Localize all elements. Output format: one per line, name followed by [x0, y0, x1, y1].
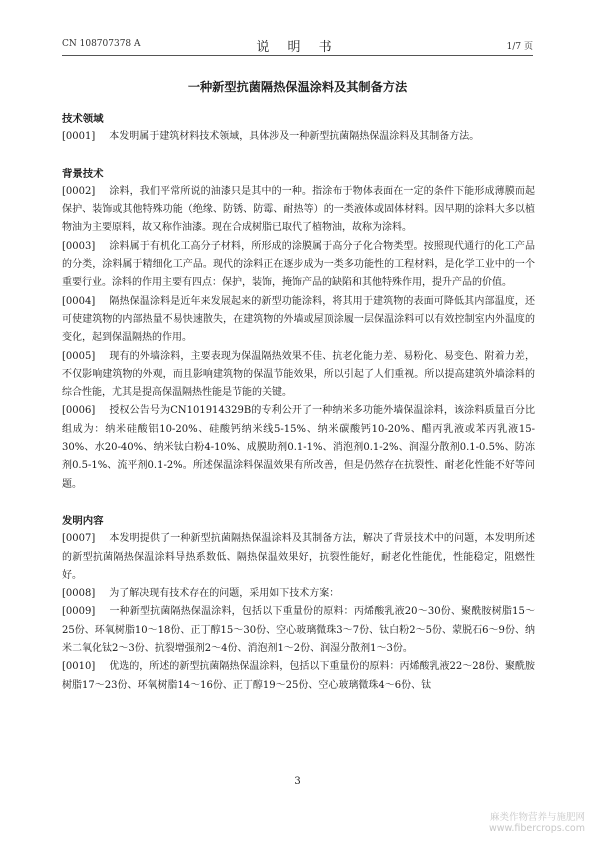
paragraph-text: 隔热保温涂料是近年来发展起来的新型功能涂料，将其用于建筑物的表面可降低其内部温度，还可使建筑物的内部热量不易快速散失，在建筑物的外墙或屋顶涂履一层保温涂料可以有效控制室内外温度的变化，起到保温隔热的作用。 [62, 295, 535, 344]
document-type: 说 明 书 [256, 40, 339, 55]
page-header [62, 36, 533, 55]
section-heading-invention: 发明内容 [62, 514, 104, 527]
spacer [62, 147, 535, 165]
paragraph [62, 183, 535, 238]
paragraph-text: 涂料，我们平常所说的油漆只是其中的一种。指涂布于物体表面在一定的条件下能形成薄膜而起保护、装饰或其他特殊功能（绝缘、防锈、防霉、耐热等）的一类液体或固体材料。因早期的涂料大多以植物油为主要原料，故又称作油漆。现在合成树脂已取代了植物油，故称为涂料。 [62, 185, 535, 234]
paragraph-number: [0002] [62, 185, 96, 197]
paragraph [62, 128, 535, 146]
document-title: 一种新型抗菌隔热保温涂料及其制备方法 [187, 80, 408, 94]
paragraph-number: [0009] [62, 606, 96, 618]
paragraph [62, 238, 535, 293]
header-rule [62, 55, 533, 56]
paragraph-text: 本发明提供了一种新型抗菌隔热保温涂料及其制备方法，解决了背景技术中的问题，本发明所述的新型抗菌隔热保温涂料导热系数低、隔热保温效果好，抗裂性能好，耐老化性能优，性能稳定，阻燃性好。 [62, 533, 535, 581]
paragraph-text: 为了解决现有技术存在的问题，采用如下技术方案： [109, 588, 340, 600]
watermark-site-name: 麻类作物营养与施肥网 [489, 812, 585, 823]
publication-number: CN 108707378 A [62, 39, 141, 49]
page-of-total: 1/7 页 [506, 42, 533, 52]
paragraph [62, 293, 535, 348]
paragraph-text: 一种新型抗菌隔热保温涂料，包括以下重量份的原料：丙烯酸乳液20～30份、聚酰胺树脂15～25份、环氧树脂10～18份、正丁醇15～30份、空心玻璃微珠3～7份、钛白粉2～5份、蒙脱石6～9份、纳米二氧化钛2～3份、抗裂增强剂2～4份、消泡剂1～2份、润湿分散剂1～3份。 [62, 606, 535, 655]
page-number: 3 [294, 776, 301, 787]
paragraph-number: [0003] [62, 240, 96, 252]
paragraph-text: 优选的，所述的新型抗菌隔热保温涂料，包括以下重量份的原料：丙烯酸乳液22～28份、聚酰胺树脂17～23份、环氧树脂14～16份、正丁醇19～25份、空心玻璃微珠4～6份、钛 [62, 661, 535, 691]
paragraph-number: [0005] [62, 350, 96, 362]
paragraph-number: [0010] [62, 661, 96, 673]
paragraph-number: [0006] [62, 405, 96, 417]
paragraph-number: [0007] [62, 533, 96, 545]
paragraph-number: [0001] [62, 131, 96, 143]
paragraph-text: 涂料属于有机化工高分子材料，所形成的涂膜属于高分子化合物类型。按照现代通行的化工产品的分类，涂料属于精细化工产品。现代的涂料正在逐步成为一类多功能性的工程材料，是化学工业中的一个重要行业。涂料的作用主要有四点：保护，装饰，掩饰产品的缺陷和其他特殊作用，提升产品的价值。 [62, 240, 535, 289]
paragraph-number: [0004] [62, 295, 96, 307]
paragraph [62, 603, 535, 658]
paragraph-number: [0008] [62, 588, 96, 600]
section-heading-tech-field: 技术领域 [62, 113, 104, 125]
paragraph [62, 348, 535, 403]
paragraph-text: 本发明属于建筑材料技术领域，具体涉及一种新型抗菌隔热保温涂料及其制备方法。 [109, 131, 480, 143]
watermark-url: www.fibercrops.com [488, 823, 585, 834]
paragraph-text: 授权公告号为CN101914329B的专利公开了一种纳米多功能外墙保温涂料，该涂料质量百分比组成为：纳米硅酸铝10-20%、硅酸钙纳米线5-15%、纳米碳酸钙10-20%、醋丙乳液或苯丙乳液15-30%、水20-40%、纳米钛白粉4-10%、成膜助剂0.1-1%、消泡剂0.1-2%、润湿分散剂0.1-0.5%、防冻剂0.5-1%、流平剂0.1-2%。所述保温涂料保温效果有所改善，但是仍然存在抗裂性、耐老化性能不好等问题。 [62, 405, 535, 490]
paragraph-text: 现有的外墙涂料，主要表现为保温隔热效果不佳、抗老化能力差、易粉化、易变色、附着力差，不仅影响建筑物的外观，而且影响建筑物的保温节能效果，所以引起了人们重视。所以提高建筑外墙涂料的综合性能，尤其是提高保温隔热性能是节能的关键。 [62, 350, 535, 399]
body-content [62, 110, 535, 695]
paragraph [62, 402, 535, 493]
spacer [62, 494, 535, 512]
site-watermark [489, 812, 585, 834]
paragraph [62, 585, 535, 603]
section-heading-background: 背景技术 [62, 167, 104, 180]
paragraph [62, 658, 535, 695]
paragraph [62, 530, 535, 585]
